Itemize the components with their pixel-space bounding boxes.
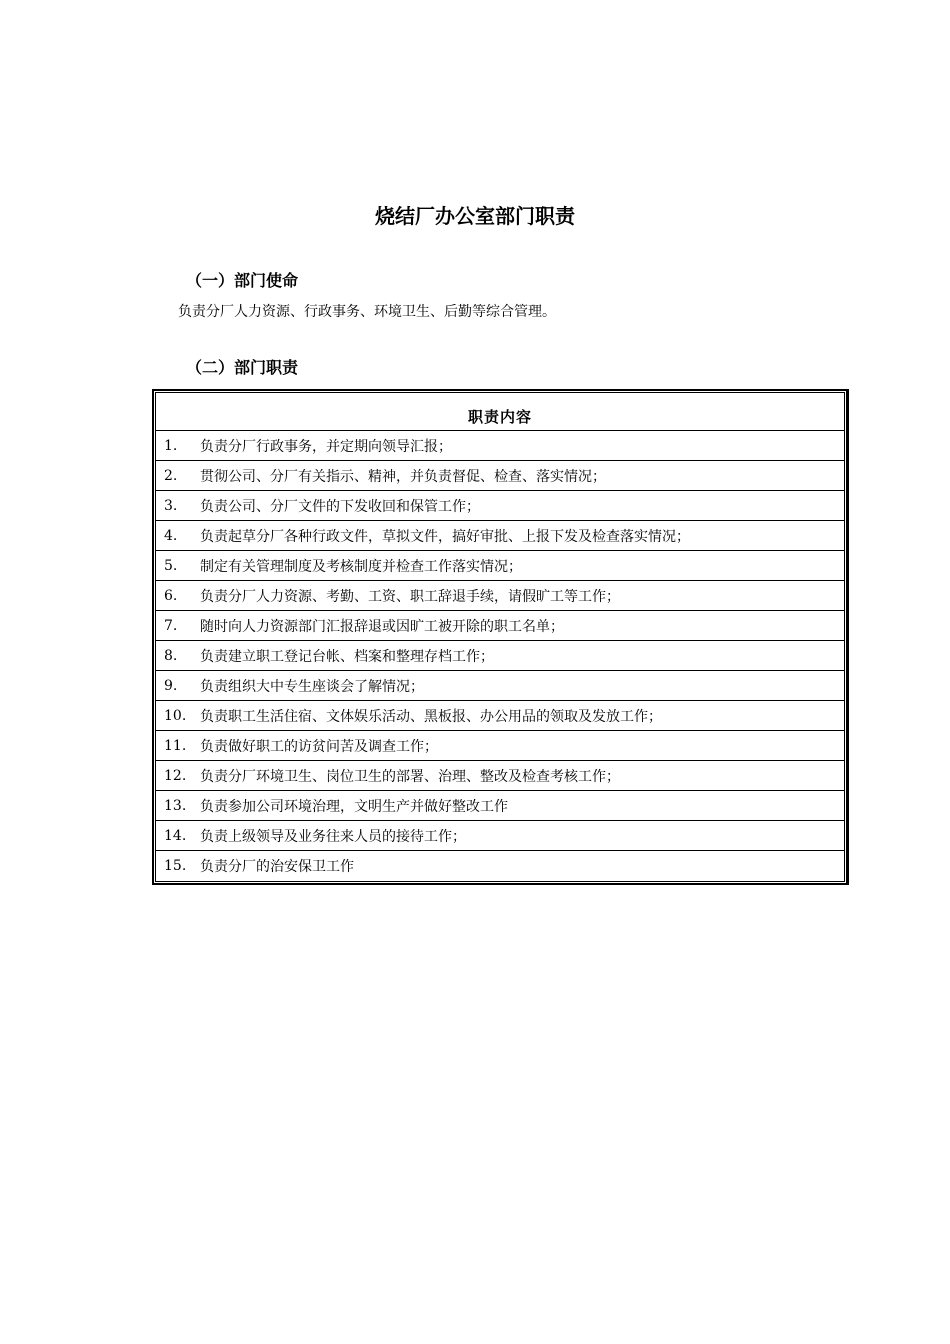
row-text: 负责参加公司环境治理，文明生产并做好整改工作 [200, 798, 508, 815]
duty-table-body [155, 392, 845, 882]
table-row [156, 521, 844, 551]
row-text: 负责分厂的治安保卫工作 [200, 859, 354, 875]
row-number: 9. [164, 677, 178, 694]
row-text: 负责分厂环境卫生、岗位卫生的部署、治理、整改及检查考核工作； [200, 768, 620, 785]
row-text: 负责建立职工登记台帐、档案和整理存档工作； [200, 648, 494, 665]
table-row [156, 641, 844, 671]
table-row [156, 581, 844, 611]
row-text: 负责上级领导及业务往来人员的接待工作； [200, 828, 466, 845]
page-title: 烧结厂办公室部门职责 [375, 204, 575, 228]
row-number: 1. [164, 437, 178, 454]
table-row [156, 461, 844, 491]
row-number: 10. [164, 707, 187, 724]
table-row [156, 731, 844, 761]
table-row [156, 671, 844, 701]
row-number: 14. [164, 827, 187, 844]
row-number: 13. [164, 797, 187, 814]
row-text: 负责分厂行政事务，并定期向领导汇报； [200, 438, 452, 455]
table-row [156, 701, 844, 731]
table-row [156, 551, 844, 581]
row-number: 3. [164, 497, 178, 514]
table-row [156, 791, 844, 821]
row-number: 7. [164, 617, 178, 634]
row-text: 制定有关管理制度及考核制度并检查工作落实情况； [200, 558, 522, 575]
row-text: 贯彻公司、分厂有关指示、精神，并负责督促、检查、落实情况； [200, 468, 606, 485]
table-row [156, 761, 844, 791]
row-number: 5. [164, 557, 178, 574]
table-row [156, 431, 844, 461]
row-number: 2. [164, 467, 178, 484]
row-text: 负责职工生活住宿、文体娱乐活动、黑板报、办公用品的领取及发放工作； [200, 708, 662, 725]
table-row [156, 851, 844, 881]
row-number: 11. [164, 737, 187, 754]
row-number: 6. [164, 587, 178, 604]
row-text: 负责组织大中专生座谈会了解情况； [200, 678, 424, 695]
mission-text: 负责分厂人力资源、行政事务、环境卫生、后勤等综合管理。 [178, 304, 556, 320]
row-number: 12. [164, 767, 187, 784]
duty-table [152, 389, 849, 885]
table-row [156, 611, 844, 641]
mission-heading: （一）部门使命 [186, 271, 299, 290]
row-text: 随时向人力资源部门汇报辞退或因旷工被开除的职工名单； [200, 618, 564, 635]
table-header: 职责内容 [156, 393, 844, 431]
row-text: 负责起草分厂各种行政文件，草拟文件，搞好审批、上报下发及检查落实情况； [200, 528, 690, 545]
duties-heading: （二）部门职责 [186, 358, 299, 377]
row-text: 负责做好职工的访贫问苦及调查工作； [200, 738, 438, 755]
table-row [156, 821, 844, 851]
row-text: 负责公司、分厂文件的下发收回和保管工作； [200, 498, 480, 515]
row-number: 4. [164, 527, 178, 544]
row-number: 15. [164, 858, 187, 874]
row-text: 负责分厂人力资源、考勤、工资、职工辞退手续，请假旷工等工作； [200, 588, 620, 605]
table-row [156, 491, 844, 521]
row-number: 8. [164, 647, 178, 664]
